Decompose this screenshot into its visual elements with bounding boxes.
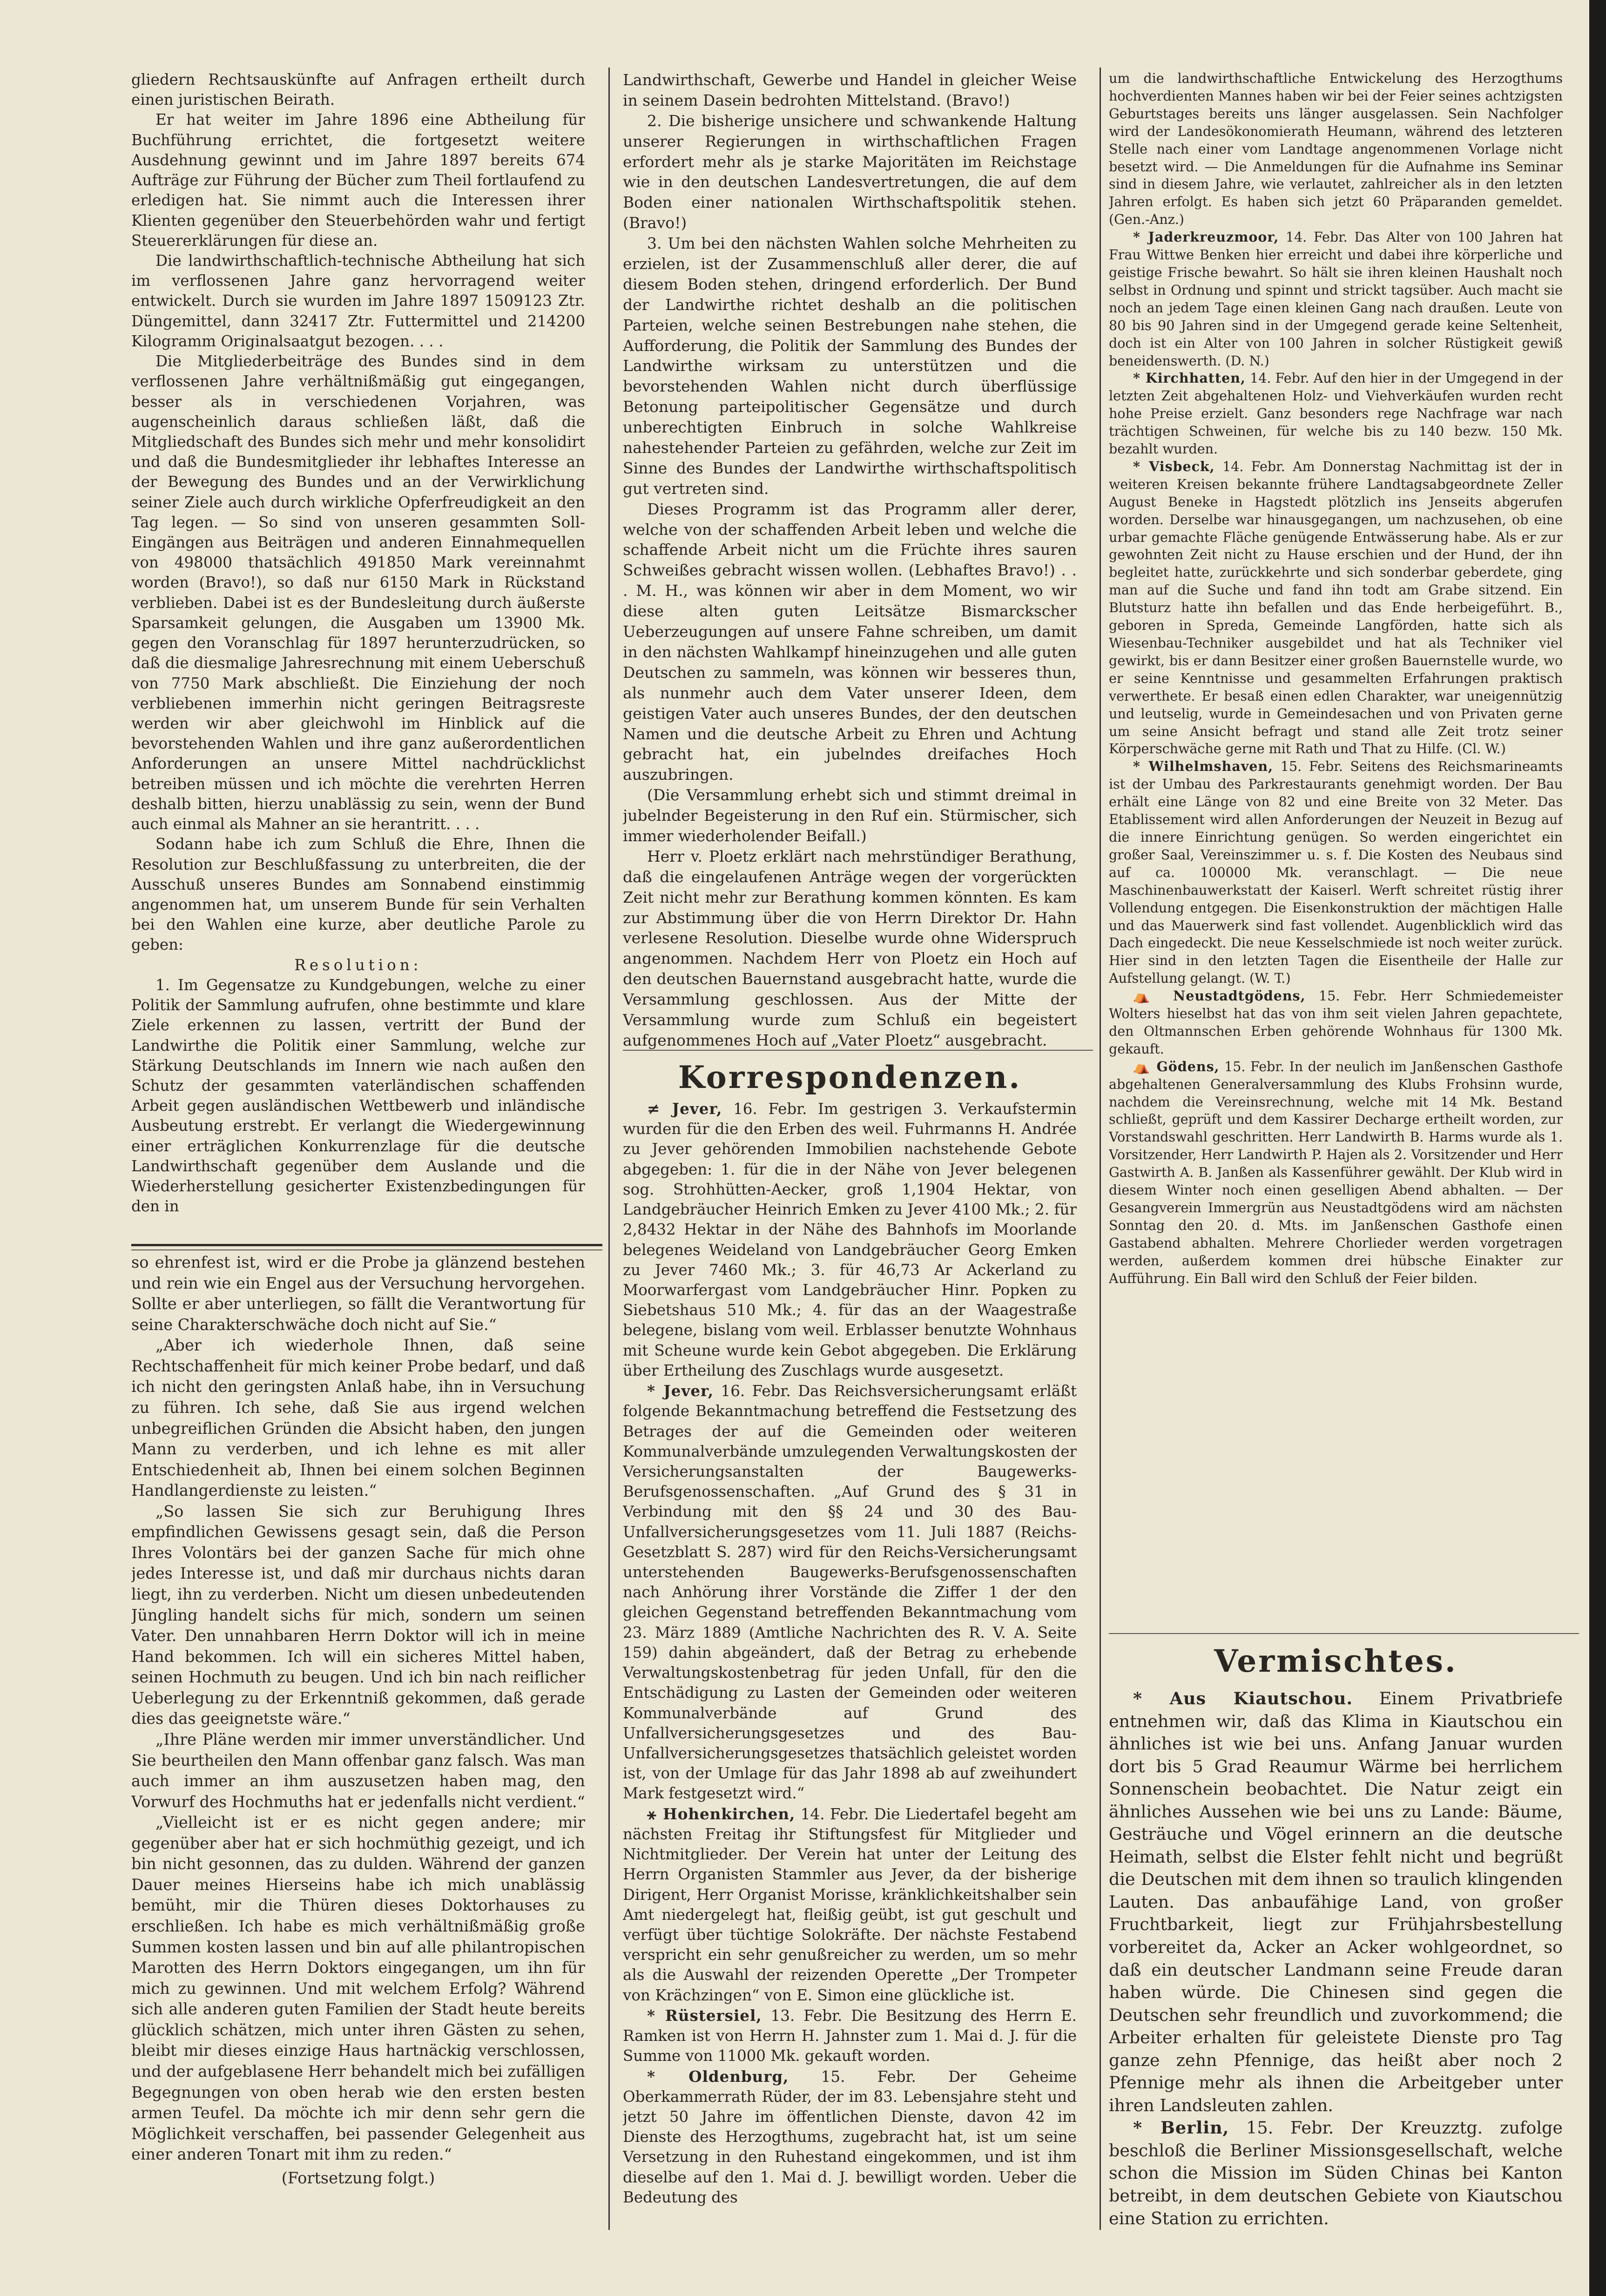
paragraph: Dieses Programm ist das Programm aller derer, welche von der schaffenden Arbeit leben und welche die schaffende Arbeit nicht um die Früchte ihres sauren Schweißes gebracht wissen wollen. (Lebhaftes Bravo!) . . . M. H., was können wir aber in dem Moment, wo wir diese alten guten Leitsätze Bismarckscher Ueberzeugungen auf unsere Fahne schreiben, um damit in den nächsten Wahlkampf hineinzugehen und alle guten Deutschen zu sammeln, was können wir besseres thun, als nunmehr auch dem Vater unserer Ideen, dem geistigen Vater auch unseres Bundes, der den deutschen Namen und die deutsche Arbeit zu Ehren und Achtung gebracht hat, ein jubelndes dreifaches Hoch auszubringen. [623, 500, 1077, 784]
news-item [1109, 370, 1563, 458]
resolution-heading: Resolution: [294, 956, 422, 974]
paragraph: (Die Versammlung erhebt sich und stimmt dreimal in jubelnder Begeisterung in den Ruf ein. Stürmischer, sich immer wiederholender Beifall.) [623, 786, 1077, 845]
paragraph: Er hat weiter im Jahre 1896 eine Abtheilung für Buchführung errichtet, die fortgesetzt weitere Ausdehnung gewinnt und im Jahre 1897 bereits 674 Aufträge zur Führung der Bücher zum Theil fortlaufend zu erledigen hat. Sie nimmt auch die Interessen ihrer Klienten gegenüber den Steuerbehörden wahr und fertigt Steuererklärungen für diese an. [131, 111, 585, 250]
column-1-article [131, 70, 585, 1237]
paragraph: gliedern Rechtsauskünfte auf Anfragen ertheilt durch einen juristischen Beirath. [131, 71, 585, 109]
news-item [1109, 758, 1563, 987]
news-text: 16. Febr. Das Reichsversicherungsamt erläßt folgende Bekanntmachung betreffend die Festsetzung des Betrages der auf die Gemeinden oder weiteren Kommunalverbände umzulegenden Verwaltungskosten der Versicherungsanstalten der Baugewerks-Berufsgenossenschaften. „Auf Grund des § 31 in Verbindung mit den §§ 24 und 30 des Bau-Unfallversicherungsgesetzes vom 11. Juli 1887 (Reichs-Gesetzblatt S. 287) wird für den Reichs-Versicherungsamt unterstehenden Baugewerks-Berufsgenossenschaften nach Anhörung ihrer Vorstände die Ziffer 1 der den gleichen Gegenstand betreffenden Bekanntmachung vom 23. März 1889 (Amtliche Nachrichten des R. V. A. Seite 159) dahin abgeändert, daß der Betrag zu erhebende Verwaltungskostenbetrag für jeden Unfall, für den die Entschädigung zu Lasten der Gemeinden oder weiteren Kommunalverbände auf Grund des Unfallversicherungsgesetzes und des Bau-Unfallversicherungsgesetzes thatsächlich geleistet worden ist, von der Umlage für das Jahr 1898 ab auf zweihundert Mark festgesetzt wird.“ [623, 1382, 1077, 1803]
feuilleton-separator-thin [131, 1249, 602, 1250]
correspondences-list [623, 1099, 1077, 2225]
resolution-text: 1. Im Gegensatze zu Kundgebungen, welche zu einer Politik der Sammlung aufrufen, ohne bestimmte und klare Ziele erkennen zu lassen, vertritt der Bund der Landwirthe die Politik einer Sammlung, welche zur Stärkung Deutschlands im Innern wie nach außen den Schutz der gesammten vaterländischen schaffenden Arbeit gegen ausländischen Wettbewerb und inländische Ausbeutung erstrebt. Er verlangt die Wiedergewinnung einer erträglichen Konkurrenzlage für die deutsche Landwirthschaft gegenüber dem Auslande und die Wiederherstellung gesicherter Existenzbedingungen für den in [131, 976, 585, 1216]
dateline: ⚹ Hohenkirchen, [647, 1804, 796, 1823]
scan-edge [1589, 0, 1606, 2296]
dateline: * Berlin, [1133, 2118, 1229, 2138]
paragraph: „Vielleicht ist er es nicht gegen andere; mir gegenüber aber hat er sich hochmüthig gezeigt, und ich bin nicht gesonnen, das zu dulden. Während der ganzen Dauer meines Hierseins habe ich mich unablässig bemüht, mir die Thüren dieses Doktorhauses zu erschließen. Ich habe es mich verhältnißmäßig große Summen kosten lassen und bin auf alle philantropischen Marotten des Herrn Doktors eingegangen, um ihn für mich zu gewinnen. Und mit welchem Erfolg? Während sich alle anderen guten Familien der Stadt heute bereits glücklich schätzen, mich unter ihren Gästen zu sehen, bleibt mir dieses einzige Haus hartnäckig verschlossen, und der aufgeblasene Herr behandelt mich bei zufälligen Begegnungen von oben herab wie den ersten besten armen Teufel. Da möchte ich mir denn sehr gern die Möglichkeit verschaffen, bei passender Gelegenheit aus einer anderen Tonart mit ihm zu reden.“ [131, 1813, 585, 2164]
news-text: 15. Febr. In der neulich im Janßenschen Gasthofe abgehaltenen Generalversammlung des Klubs Frohsinn wurde, nachdem die Vereinsrechnung, welche mit 14 Mk. Bestand schließt, geprüft und dem Kassirer Decharge ertheilt worden, zur Vorstandswahl geschritten. Herr Landwirth B. Harms wurde als 1. Vorsitzender, Herr Landwirth P. Hajen als 2. Vorsitzender und Herr Gastwirth A. B. Janßen als Kassenführer gewählt. Der Klub wird in diesem Winter noch einen geselligen Abend abhalten. — Der Gesangverein Immergrün aus Neustadtgödens wird am nächsten Sonntag den 20. d. Mts. im Janßenschen Gasthofe einen Gastabend abhalten. Mehrere Chorlieder werden vorgetragen werden, außerdem kommen drei hübsche Einakter zur Aufführung. Ein Ball wird den Schluß der Feier bilden. [1109, 1059, 1563, 1286]
news-item [1109, 1688, 1563, 2117]
news-item [623, 2066, 1077, 2208]
paragraph: „Aber ich wiederhole Ihnen, daß seine Rechtschaffenheit für mich keiner Probe bedarf, und daß ich nicht den geringsten Anlaß habe, ihn in Versuchung zu führen. Ich sehe, daß Sie aus irgend welchen unbegreiflichen Gründen die Absicht haben, den jungen Mann zu verderben, und ich lehne es mit aller Entschiedenheit ab, Ihnen bei einem solchen Beginnen Handlangerdienste zu leisten.“ [131, 1336, 585, 1500]
paragraph: Die Mitgliederbeiträge des Bundes sind in dem verflossenen Jahre verhältnißmäßig gut eingegangen, besser als in verschiedenen Vorjahren, was augenscheinlich daraus schließen läßt, daß die Mitgliedschaft des Bundes sich mehr und mehr konsolidirt und daß die Bundesmitglieder ihr lebhaftes Interesse an der Bewegung des Bundes und an der Verwirklichung seiner Ziele auch durch wirkliche Opferfreudigkeit an den Tag legen. — So sind von unseren gesammten Soll-Eingängen aus Beiträgen und anderen Einnahmequellen von 498000 thatsächlich 491850 Mark vereinnahmt worden (Bravo!), so daß nur 6150 Mark in Rückstand verblieben. Dabei ist es der Bundesleitung durch äußerste Sparsamkeit gelungen, die Ausgaben um 13900 Mk. gegen den Voranschlag für 1897 herunterzudrücken, so daß die diesmalige Jahresrechnung mit einem Ueberschuß von 7750 Mark abschließt. Die Einziehung der noch verbliebenen immerhin nicht geringen Beitragsreste werden wir aber gleichwohl im Hinblick auf die bevorstehenden Wahlen und ihre ganz außerordentlichen Anforderungen an unsere Mittel nachdrücklichst betreiben müssen und ich möchte die verehrten Herren deshalb bitten, hierzu unablässig zu sein, wenn der Bund auch einmal als Mahner an sie herantritt. . . . [131, 352, 585, 833]
paragraph: 2. Die bisherige unsichere und schwankende Haltung unserer Regierungen in wirthschaftlichen Fragen erfordert mehr als je starke Majoritäten im Reichstage wie in den deutschen Landesvertretungen, die auf dem Boden einer nationalen Wirthschaftspolitik stehen. (Bravo!) [623, 111, 1077, 232]
paragraph: 3. Um bei den nächsten Wahlen solche Mehrheiten zu erzielen, ist der Zusammenschluß aller derer, die auf diesem Boden stehen, dringend erforderlich. Der Bund der Landwirthe richtet deshalb an die politischen Parteien, welche seinen Bestrebungen nahe stehen, die Aufforderung, die Politik der Sammlung des Bundes der Landwirthe wirksam zu unterstützen und die bevorstehenden Wahlen nicht durch überflüssige Betonung parteipolitischer Gegensätze und durch unberechtigten Einbruch in solche Wahlkreise nahestehender Parteien zu gefährden, welche zur Zeit im Sinne des Bundes der Landwirthe wirthschaftspolitisch gut vertreten sind. [623, 234, 1077, 498]
section-heading-box [623, 1051, 1077, 1102]
section-heading-correspondences: Korrespondenzen. [678, 1059, 1022, 1095]
continuation-note: (Fortsetzung folgt.) [281, 2168, 435, 2187]
news-text: 13. Febr. Die Besitzung des Herrn E. Ramken ist von Herrn H. Jahnster zum 1. Mai d. J. für die Summe von 11000 Mk. gekauft worden. [623, 2006, 1077, 2065]
news-item [623, 1099, 1077, 1381]
news-text: 14. Febr. Die Liedertafel begeht am nächsten Freitag ihr Stiftungsfest für Mitglieder und Nichtmitglieder. Der Verein hat unter der Leitung des Herrn Organisten Stammler aus Jever, da der bisherige Dirigent, Herr Organist Morisse, kränklichkeitshalber sein Amt niedergelegt hat, fleißig geübt, ist gut geschult und verfügt über tüchtige Solokräfte. Der nächste Festabend verspricht ein sehr genußreicher zu werden, um so mehr als die Auswahl der reizenden Operette „Der Trompeter von Krächzingen“ von E. Simon eine glückliche ist. [623, 1805, 1077, 2004]
news-item [1109, 70, 1563, 229]
paragraph: so ehrenfest ist, wird er die Probe ja glänzend bestehen und rein wie ein Engel aus der Versuchung hervorgehen. Sollte er aber unterliegen, so fällt die Verantwortung für seine Charakterschwäche doch nicht auf Sie.“ [131, 1253, 585, 1334]
news-item [1109, 229, 1563, 370]
column-rule-1 [608, 68, 610, 2230]
paragraph: Landwirthschaft, Gewerbe und Handel in gleicher Weise in seinem Dasein bedrohten Mittelstand. (Bravo!) [623, 71, 1077, 109]
paragraph: Die landwirthschaftlich-technische Abtheilung hat sich im verflossenen Jahre ganz hervorragend weiter entwickelt. Durch sie wurden im Jahre 1897 1509123 Ztr. Düngemittel, dann 32417 Ztr. Futtermittel und 214200 Kilogramm Originalsaatgut bezogen. . . . [131, 251, 585, 350]
dateline: ⛺ Neustadtgödens, [1133, 988, 1306, 1004]
section-rule [1109, 1633, 1579, 1634]
column-2-article [623, 70, 1077, 1057]
paragraph: „Ihre Pläne werden mir immer unverständlicher. Und Sie beurtheilen den Mann offenbar ganz falsch. Was man auch immer an ihm auszusetzen haben mag, den Vorwurf des Hochmuths hat er jedenfalls nicht verdient.“ [131, 1730, 585, 1811]
section-heading-miscellaneous: Vermischtes. [1214, 1643, 1458, 1679]
dateline: * Visbeck, [1133, 458, 1215, 474]
dateline: ≠ Jever, [647, 1100, 722, 1118]
column-3-news [1109, 70, 1563, 1299]
news-item [1109, 2117, 1563, 2230]
news-text: um die landwirthschaftliche Entwickelung des Herzogthums hochverdienten Mannes haben wir bei der Feier seines achtzigsten Geburtstages bereits uns länger ausgelassen. Sein Nachfolger wird der Landesökonomierath Heumann, während des letzteren Stelle nach einer vom Landtage angenommenen Vorlage nicht besetzt wird. — Die Anmeldungen für die Aufnahme ins Seminar sind in diesem Jahre, wie verlautet, zahlreicher als in den letzten Jahren erfolgt. Es haben sich jetzt 60 Präparanden gemeldet. (Gen.-Anz.) [1109, 71, 1563, 228]
dateline: * Jaderkreuzmoor, [1133, 229, 1279, 245]
news-text: 15. Febr. Der Kreuzztg. zufolge beschloß die Berliner Missionsgesellschaft, welche schon die Mission im Süden Chinas bei Kanton betreibt, in dem deutschen Gebiete von Kiautschou eine Station zu errichten. [1109, 2118, 1563, 2228]
section-rule [623, 1050, 1093, 1051]
news-text: 15. Febr. Herr Schmiedemeister Wolters hieselbst hat das von ihm seit vielen Jahren gepachtete, den Oltmannschen Erben gehörende Wohnhaus für 1300 Mk. gekauft. [1109, 988, 1563, 1057]
dateline: * Kirchhatten, [1133, 370, 1246, 386]
news-item [623, 2006, 1077, 2066]
news-item [623, 1381, 1077, 1804]
paragraph: Herr v. Ploetz erklärt nach mehrstündiger Berathung, daß die eingelaufenen Anträge wegen der vorgerückten Zeit nicht mehr zur Berathung kommen könnten. Es kam zur Abstimmung über die von Herrn Direktor Dr. Hahn verlesene Resolution. Dieselbe wurde ohne Widerspruch angenommen. Nachdem Herr von Ploetz ein Hoch auf den deutschen Bauernstand ausgebracht hatte, wurde die Versammlung geschlossen. Aus der Mitte der Versammlung wurde zum Schluß ein begeistert aufgenommenes Hoch auf „Vater Ploetz“ ausgebracht. [623, 847, 1077, 1049]
dateline: * Wilhelmshaven, [1133, 758, 1274, 775]
news-text: 14. Febr. Das Alter von 100 Jahren hat Frau Wittwe Benken hier erreicht und dabei ihre körperliche und geistige Frische bewahrt. So hält sie ihren kleinen Haushalt noch selbst in Ordnung und spinnt und strickt tagsüber. Auch macht sie noch an jedem Tage einen kleinen Gang nach draußen. Leute von 80 bis 90 Jahren sind in der Umgegend gerade keine Seltenheit, doch ist ein Alter von 100 Jahren in solcher Rüstigkeit gewiß beneidenswerth. (D. N.) [1109, 230, 1563, 369]
news-text: Einem Privatbriefe entnehmen wir, daß das Klima in Kiautschou ein ähnliches ist wie bei uns. Anfang Januar wurden dort bis 5 Grad Reaumur Wärme bei herrlichem Sonnenschein beobachtet. Die Natur zeigt ein ähnliches Aussehen wie bei uns zu Lande: Bäume, Gesträuche und Vögel erinnern an die deutsche Heimath, selbst die Elster fehlt nicht und begrüßt die Deutschen mit dem ihnen so traulich klingenden Lauten. Das anbaufähige Land, von großer Fruchtbarkeit, liegt zur Frühjahrsbestellung vorbereitet da, Acker an Acker wohlgeordnet, so daß ein deutscher Landmann seine Freude daran haben würde. Die Chinesen sind gegen die Deutschen sehr freundlich und zuvorkommend; die Arbeiter erhalten für geleistete Dienste pro Tag ganze zehn Pfennige, das heißt aber noch 2 Pfennige mehr als ihnen die Arbeitgeber unter ihren Landsleuten zahlen. [1109, 1688, 1563, 2115]
feuilleton-separator [131, 1244, 602, 1246]
news-text: 14. Febr. Am Donnerstag Nachmittag ist der in weiteren Kreisen bekannte frühere Landtagsabgeordnete Zeller August Beneke in Hagstedt plötzlich ins Jenseits abgerufen worden. Derselbe war hinausgegangen, um nachzusehen, ob eine urbar gemachte Fläche genügende Entwässerung habe. Als er zur gewohnten Zeit nicht zu Hause erschien und der Hund, der ihn begleitet hatte, zurückkehrte und sich sonderbar geberdete, ging man auf die Suche und fand ihn todt am Grabe sitzend. Ein Blutsturz hatte ihn befallen und das Ende herbeigeführt. B., geboren in Spreda, Gemeinde Langförden, hatte sich als Wiesenbau-Techniker ausgebildet und hat als Techniker viel gewirkt, bis er dann Besitzer einer großen Bauernstelle wurde, wo er seine Kenntnisse und gesammelten Erfahrungen praktisch verwerthete. Er besaß einen edlen Charakter, war uneigennützig und leutselig, wurde in Gemeindesachen und von Privaten gerne um seine Ansicht befragt und stand alle Zeit trotz seiner Körperschwäche gerne mit Rath und That zu Hilfe. (Cl. W.) [1109, 459, 1563, 757]
paragraph: Sodann habe ich zum Schluß die Ehre, Ihnen die Resolution zur Beschlußfassung zu unterbreiten, die der Ausschuß unseres Bundes am Sonnabend einstimmig angenommen hat, um unserem Bunde für sein Verhalten bei den Wahlen eine kurze, aber deutliche Parole zu geben: [131, 835, 585, 954]
news-text: 15. Febr. Der Geheime Oberkammerrath Rüder, der im 83. Lebensjahre steht und jetzt 50 Jahre im öffentlichen Dienste, davon 42 im Dienste des Herzogthums, zugebracht hat, ist um seine Versetzung in den Ruhestand eingekommen, und ist ihm dieselbe auf den 1. Mai d. J. bewilligt worden. Ueber die Bedeutung des [623, 2067, 1077, 2206]
miscellaneous-list [1109, 1688, 1563, 2232]
news-text: 16. Febr. Im gestrigen 3. Verkaufstermin wurden für die den Erben des weil. Fuhrmanns H. Andrée zu Jever gehörenden Immobilien nachstehende Gebote abgegeben: 1. für die in der Nähe von Jever belegenen sog. Strohhütten-Aecker, groß 1,1904 Hektar, von Landgebräucher Heinrich Emken zu Jever 4100 Mk.; 2. für 2,8432 Hektar in der Nähe des Bahnhofs im Moorlande belegenes Weideland von Landgebräucher Georg Emken zu Jever 7460 Mk.; 3. für 46,73 Ar Ackerland zu Moorwarfergast vom Landgebräucher Hinr. Popken zu Siebetshaus 510 Mk.; 4. für das an der Waagestraße belegene, bislang vom weil. Erblasser benutzte Wohnhaus mit Scheune wurde kein Gebot abgegeben. Die Erklärung über Ertheilung des Zuschlags wurde ausgesetzt. [623, 1100, 1077, 1379]
section-heading-box [1109, 1635, 1563, 1686]
dateline: * Rüstersiel, [647, 2006, 762, 2025]
column-rule-2 [1100, 68, 1101, 2230]
dateline: * Aus Kiautschou. [1133, 1688, 1353, 1708]
news-text: 14. Febr. Auf den hier in der Umgegend in der letzten Zeit abgehaltenen Holz- und Viehverkäufen wurden recht hohe Preise erzielt. Ganz besonders rege Nachfrage war nach trächtigen Schweinen, für welche bis zu 140 bezw. 150 Mk. bezahlt wurden. [1109, 371, 1563, 457]
feuilleton-story [131, 1252, 585, 2207]
dateline: * Oldenburg, [647, 2067, 789, 2086]
news-item [1109, 458, 1563, 758]
paragraph: „So lassen Sie sich zur Beruhigung Ihres empfindlichen Gewissens gesagt sein, daß die Person Ihres Volontärs bei der ganzen Sache für mich ohne jedes Interesse ist, und daß mir durchaus nichts daran liegt, ihn zu verderben. Nicht um diesen unbedeutenden Jüngling handelt sichs für mich, sondern um seinen Vater. Den unnahbaren Herrn Doktor will ich in meine Hand bekommen. Ich will ein sicheres Mittel haben, seinen Hochmuth zu beugen. Und ich bin nach reiflicher Ueberlegung zu der Erkenntniß gekommen, daß gerade dies das geeignetste wäre.“ [131, 1502, 585, 1728]
dateline: * Jever, [647, 1382, 714, 1400]
news-item [1109, 987, 1563, 1058]
news-text: 15. Febr. Seitens des Reichsmarineamts ist der Umbau des Parkrestaurants genehmigt worden. Der Bau erhält eine Länge von 82 und eine Breite von 32 Meter. Das Etablissement wird allen Anforderungen der Neuzeit in Bezug auf die innere Einrichtung genügen. So werden eingerichtet ein großer Saal, Vereinszimmer u. s. f. Die Kosten des Neubaus sind auf ca. 100000 Mk. veranschlagt. — Die neue Maschinenbauwerkstatt der Kaiserl. Werft schreitet rüstig ihrer Vollendung entgegen. Die Eisenkonstruktion der mächtigen Halle und das Mauerwerk sind fast vollendet. Augenblicklich wird das Dach eingedeckt. Die neue Kesselschmiede ist noch weiter zurück. Hier sind in den letzten Tagen die Eisentheile der Halle zur Aufstellung gelangt. (W. T.) [1109, 759, 1563, 986]
dateline: ⛺ Gödens, [1133, 1058, 1220, 1074]
news-item [1109, 1058, 1563, 1288]
news-item [623, 1804, 1077, 2006]
